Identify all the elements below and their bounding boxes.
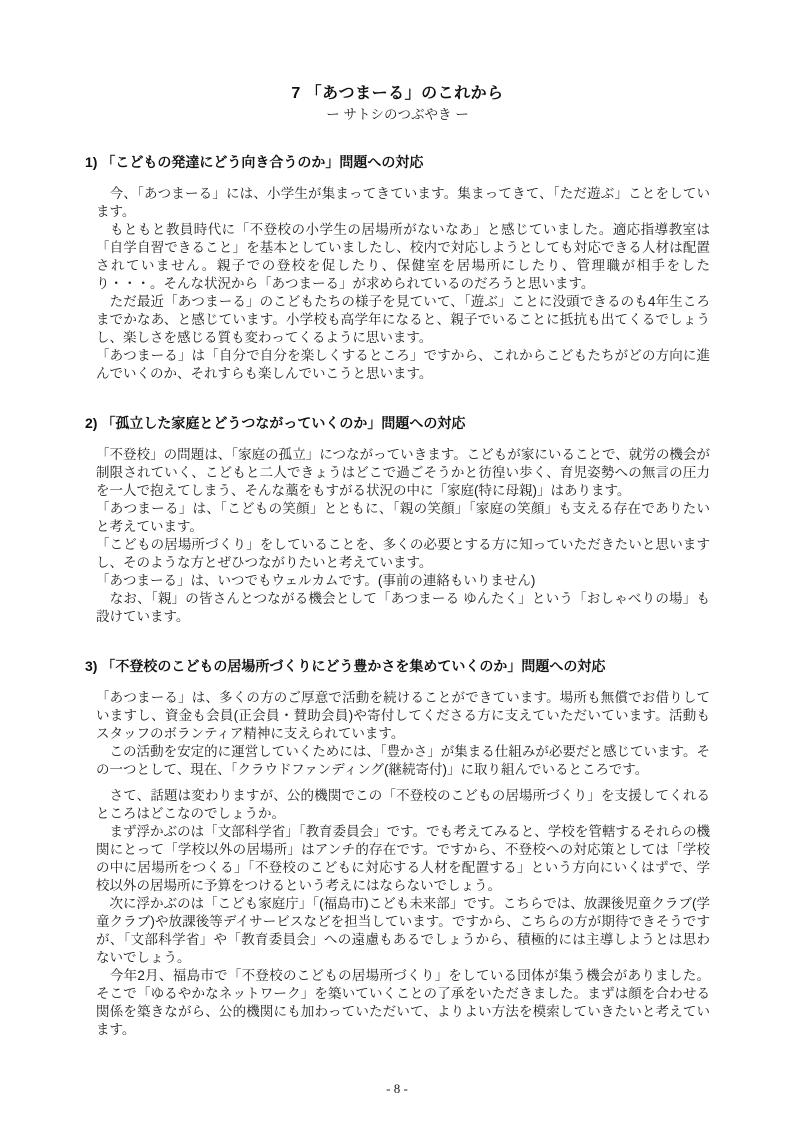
- section-2-paragraph-2: 「あつまーる」は、「こどもの笑顔」とともに、「親の笑顔」「家庭の笑顔」も支える存在でありたいと考えています。: [96, 501, 710, 534]
- section-1-paragraph-1: 今、「あつまーる」には、小学生が集まってきています。集まってきて、「ただ遊ぶ」ことをしています。: [96, 186, 710, 219]
- section-3-paragraph-5: 次に浮かぶのは「こども家庭庁」「(福島市)こども未来部」です。こちらでは、放課後児童クラブ(学童クラブ)や放課後等デイサービスなどを担当しています。ですから、こちらの方が期待できそうですが、「文部科学省」や「教育委員会」への遠慮もあるでしょうから、積極的には主導しようとは思わないでしょう。: [96, 896, 710, 965]
- section-3-paragraph-6: 今年2月、福島市で「不登校のこどもの居場所づくり」をしている団体が集う機会がありました。そこで「ゆるやかなネットワーク」を築いていくことの了承をいただきました。まずは顔を合わせる関係を築きながら、公的機関にも加わっていただいて、よりよい方法を模索していきたいと考えています。: [96, 968, 710, 1037]
- section-1-paragraph-4: 「あつまーる」は「自分で自分を楽しくするところ」ですから、これからこどもたちがどの方向に進んでいくのか、それすらも楽しんでいこうと思います。: [96, 348, 710, 381]
- section-3-heading: 3) 「不登校のこどもの居場所づくりにどう豊かさを集めていくのか」問題への対応: [85, 658, 606, 674]
- page-number: - 8 -: [386, 1081, 408, 1096]
- section-3-paragraph-2: この活動を安定的に運営していくためには、「豊かさ」が集まる仕組みが必要だと感じています。その一つとして、現在、「クラウドファンディング(継続寄付)」に取り組んでいるところです。: [96, 744, 710, 777]
- section-2-paragraph-3: 「こどもの居場所づくり」をしていることを、多くの必要とする方に知っていただきたいと思いますし、そのような方とぜひつながりたいと考えています。: [96, 537, 710, 570]
- section-2-paragraph-5: なお、「親」の皆さんとつながる機会として「あつまーる ゆんたく」という「おしゃべりの場」も設けています。: [96, 591, 710, 624]
- section-2: [85, 413, 710, 626]
- page-subtitle: ー サトシのつぶやき ー: [326, 107, 469, 122]
- section-1-paragraph-2: もともと教員時代に「不登校の小学生の居場所がないなあ」と感じていました。適応指導教室は「自学自習できること」を基本としていましたし、校内で対応しようとしても対応できる人材は配置されていません。親子での登校を促したり、保健室を居場所にしたり、管理職が相手をしたり・・・。そんな状況から「あつまーる」が求められているのだろうと思います。: [96, 222, 710, 291]
- section-2-paragraph-1: 「不登校」の問題は、「家庭の孤立」につながっていきます。こどもが家にいることで、就労の機会が制限されていく、こどもと二人できょうはどこで過ごそうかと彷徨い歩く、育児姿勢への無言の圧力を一人で抱えてしまう、そんな藁をもすがる状況の中に「家庭(特に母親)」はあります。: [96, 447, 710, 498]
- section-3-body: [96, 689, 710, 1039]
- section-2-heading: 2) 「孤立した家庭とどうつながっていくのか」問題への対応: [85, 415, 466, 431]
- section-1-paragraph-3: ただ最近「あつまーる」のこどもたちの様子を見ていて、「遊ぶ」ことに没頭できるのも4年生ころまでかなあ、と感じています。小学校も高学年になると、親子でいることに抵抗も出てくるでしょうし、楽しさを感じる質も変わってくるように思います。: [96, 294, 710, 345]
- section-3: [85, 656, 710, 1039]
- section-1-body: [96, 185, 710, 383]
- page-title: 7 「あつまーる」のこれから: [291, 85, 504, 102]
- section-1: [85, 152, 710, 383]
- section-3-paragraph-1: 「あつまーる」は、多くの方のご厚意で活動を続けることができています。場所も無償でお借りしていますし、資金も会員(正会員・賛助会員)や寄付してくださる方に支えていただいています。活動もスタッフのボランティア精神に支えられています。: [96, 690, 710, 741]
- section-2-paragraph-4: 「あつまーる」は、いつでもウェルカムです。(事前の連絡もいりません): [96, 573, 536, 588]
- section-1-heading: 1) 「こどもの発達にどう向き合うのか」問題への対応: [85, 154, 424, 170]
- section-3-paragraph-4: まず浮かぶのは「文部科学省」「教育委員会」です。でも考えてみると、学校を管轄するそれらの機関にとって「学校以外の居場所」はアンチ的存在です。ですから、不登校への対応策としては「学校の中に居場所をつくる」「不登校のこどもに対応する人材を配置する」という方向にいくはずで、学校以外の居場所に予算をつけるという考えにはならないでしょう。: [96, 824, 710, 893]
- section-3-paragraph-3: さて、話題は変わりますが、公的機関でこの「不登校のこどもの居場所づくり」を支援してくれるところはどこなのでしょうか。: [96, 788, 710, 821]
- section-2-body: [96, 446, 710, 626]
